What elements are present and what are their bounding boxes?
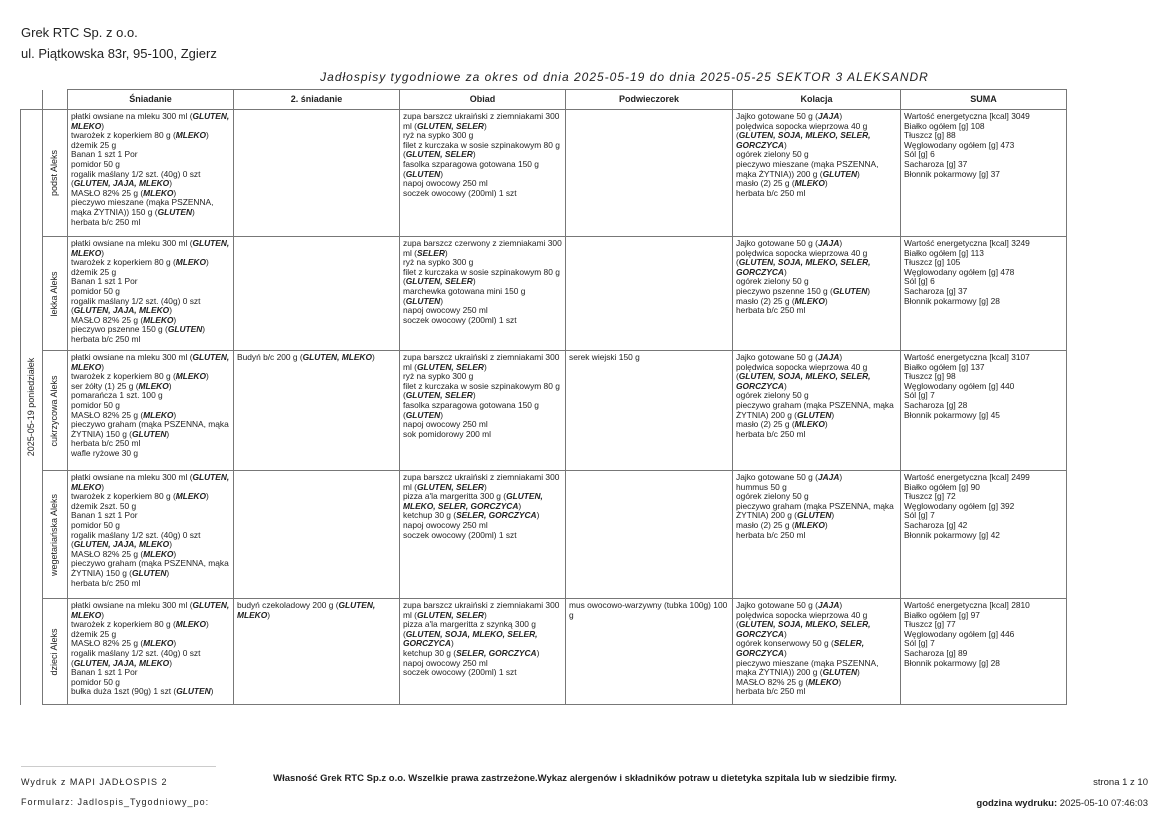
meal-item: napoj owocowy 250 ml: [403, 419, 488, 430]
nutrition-line: Sacharoza [g] 89: [904, 647, 968, 658]
meal-item: bułka duża 1szt (90g) 1 szt (GLUTEN): [71, 686, 214, 697]
print-time-block: [976, 793, 1148, 814]
meal-item: napoj owocowy 250 ml: [403, 519, 488, 530]
meal-item: soczek owocowy (200ml) 1 szt: [403, 314, 517, 325]
company-block: [21, 22, 217, 64]
meal-cell: [234, 599, 400, 705]
meal-item: pieczywo mieszane (mąka PSZENNA, mąka ŻYTNIA)) 200 g (GLUTEN): [736, 158, 879, 179]
nutrition-line: Sól [g] 7: [904, 638, 935, 649]
nutrition-line: Białko ogółem [g] 97: [904, 609, 980, 620]
form-name: Formularz: Jadlospis_Tygodniowy_po:: [21, 797, 210, 807]
meal-item: masło (2) 25 g (MLEKO): [736, 295, 828, 306]
day-cell: [21, 110, 43, 705]
nutrition-line: Tłuszcz [g] 88: [904, 130, 956, 141]
nutrition-line: Sól [g] 7: [904, 510, 935, 521]
meal-cell: [68, 599, 234, 705]
nutrition-line: Węglowodany ogółem [g] 446: [904, 628, 1015, 639]
column-header: SUMA: [901, 90, 1067, 110]
meal-item: Jajko gotowane 50 g (JAJA): [736, 238, 843, 248]
meal-item: soczek owocowy (200ml) 1 szt: [403, 187, 517, 198]
meal-cell: [234, 471, 400, 599]
nutrition-line: Węglowodany ogółem [g] 473: [904, 139, 1015, 150]
meal-item: Jajko gotowane 50 g (JAJA): [736, 472, 843, 482]
nutrition-line: Tłuszcz [g] 77: [904, 619, 956, 630]
footer-left: [21, 772, 209, 812]
meal-cell: [733, 599, 901, 705]
meal-item: herbata b/c 250 ml: [736, 529, 806, 540]
meal-cell: [566, 471, 733, 599]
nutrition-line: Tłuszcz [g] 72: [904, 491, 956, 502]
meal-item: pieczywo graham (mąka PSZENNA, mąka ŻYTNIA) 150 g (GLUTEN): [71, 419, 229, 439]
meal-item: mus owocowo-warzywny (tubka 100g) 100 g: [569, 600, 728, 620]
meal-item: Banan 1 szt 1 Por: [71, 276, 138, 287]
meal-cell: [400, 599, 566, 705]
nutrition-line: Węglowodany ogółem [g] 478: [904, 266, 1015, 277]
meal-item: Jajko gotowane 50 g (JAJA): [736, 600, 843, 610]
nutrition-line: Tłuszcz [g] 105: [904, 257, 961, 268]
meal-item: pomidor 50 g: [71, 399, 120, 410]
meal-item: twarożek z koperkiem 80 g (MLEKO): [71, 491, 209, 502]
meal-item: herbata b/c 250 ml: [71, 333, 141, 344]
company-name: Grek RTC Sp. z o.o.: [21, 25, 138, 40]
meal-item: fasolka szparagowa gotowana 150 g (GLUTEN): [403, 399, 539, 420]
diet-name: wegetariańska Aleks: [49, 493, 60, 576]
printout-source: Wydruk z MAPI JADŁOSPIS 2: [21, 777, 168, 787]
print-time: 2025-05-10 07:46:03: [1059, 798, 1148, 809]
meal-item: rogalik maślany 1/2 szt. (40g) 0 szt (GLUTEN, JAJA, MLEKO): [71, 168, 201, 189]
meal-item: budyń czekoladowy 200 g (GLUTEN, MLEKO): [237, 600, 376, 620]
meal-item: twarożek z koperkiem 80 g (MLEKO): [71, 619, 209, 630]
meal-item: Jajko gotowane 50 g (JAJA): [736, 352, 843, 362]
meal-cell: [566, 599, 733, 705]
meal-item: filet z kurczaka w sosie szpinakowym 80 g (GLUTEN, SELER): [403, 266, 560, 287]
meal-item: napoj owocowy 250 ml: [403, 178, 488, 189]
meal-item: polędwica sopocka wieprzowa 40 g (GLUTEN, SOJA, MLEKO, SELER, GORCZYCA): [736, 361, 871, 391]
meal-item: ogórek konserwowy 50 g (SELER, GORCZYCA): [736, 638, 865, 658]
diet-row: [21, 351, 1067, 471]
diet-row: [21, 471, 1067, 599]
meal-cell: [234, 237, 400, 351]
meal-item: MASŁO 82% 25 g (MLEKO): [736, 676, 842, 687]
meal-cell: [68, 471, 234, 599]
meal-item: marchewka gotowana mini 150 g (GLUTEN): [403, 285, 526, 306]
meal-item: ogórek zielony 50 g: [736, 390, 809, 401]
meal-cell: [901, 351, 1067, 471]
column-header: Śniadanie: [68, 90, 234, 110]
meal-item: MASŁO 82% 25 g (MLEKO): [71, 187, 177, 198]
meal-item: Budyń b/c 200 g (GLUTEN, MLEKO): [237, 352, 375, 362]
meal-item: rogalik maślany 1/2 szt. (40g) 0 szt (GLUTEN, JAJA, MLEKO): [71, 295, 201, 316]
meal-item: herbata b/c 250 ml: [71, 438, 141, 449]
diet-name: cukrzycowa Aleks: [49, 374, 60, 447]
nutrition-line: Węglowodany ogółem [g] 440: [904, 380, 1015, 391]
diet-name: podst Aleks: [49, 149, 60, 197]
meal-cell: [566, 110, 733, 237]
nutrition-line: Tłuszcz [g] 98: [904, 371, 956, 382]
meal-item: dżemik 25 g: [71, 628, 117, 639]
meal-item: płatki owsiane na mleku 300 ml (GLUTEN, MLEKO): [71, 111, 230, 131]
page-number: strona 1 z 10: [1093, 777, 1148, 788]
column-header: Podwieczorek: [566, 90, 733, 110]
diet-row: [21, 599, 1067, 705]
nutrition-line: Węglowodany ogółem [g] 392: [904, 500, 1015, 511]
meal-item: pizza a'la margeritta z szynką 300 g (GLUTEN, SOJA, MLEKO, SELER, GORCZYCA): [403, 619, 538, 649]
meal-item: pieczywo graham (mąka PSZENNA, mąka ŻYTNIA) 150 g (GLUTEN): [71, 558, 229, 578]
meal-item: hummus 50 g: [736, 481, 787, 492]
meal-item: masło (2) 25 g (MLEKO): [736, 419, 828, 430]
meal-item: MASŁO 82% 25 g (MLEKO): [71, 548, 177, 559]
day-label: 2025-05-19 poniedziałek: [25, 357, 36, 457]
meal-cell: [566, 351, 733, 471]
meal-item: pizza a'la margeritta 300 g (GLUTEN, MLEKO, SELER, GORCZYCA): [403, 491, 543, 511]
meal-cell: [901, 237, 1067, 351]
nutrition-line: Błonnik pokarmowy [g] 37: [904, 168, 1000, 179]
meal-item: ketchup 30 g (SELER, GORCZYCA): [403, 647, 540, 658]
meal-item: twarożek z koperkiem 80 g (MLEKO): [71, 371, 209, 382]
meal-item: płatki owsiane na mleku 300 ml (GLUTEN, MLEKO): [71, 600, 230, 620]
meal-item: płatki owsiane na mleku 300 ml (GLUTEN, MLEKO): [71, 352, 230, 372]
meal-cell: [733, 351, 901, 471]
meal-item: ketchup 30 g (SELER, GORCZYCA): [403, 510, 540, 521]
meal-cell: [68, 237, 234, 351]
meal-item: pieczywo mieszane (mąka PSZENNA, mąka ŻYTNIA)) 200 g (GLUTEN): [736, 657, 879, 678]
meal-item: wafle ryżowe 30 g: [71, 447, 139, 458]
meal-item: polędwica sopocka wieprzowa 40 g (GLUTEN, SOJA, MLEKO, SELER, GORCZYCA): [736, 120, 871, 150]
nutrition-line: Wartość energetyczna [kcal] 2810: [904, 600, 1030, 610]
meal-cell: [901, 599, 1067, 705]
header-blank: [21, 90, 43, 110]
meal-item: Jajko gotowane 50 g (JAJA): [736, 111, 843, 121]
meal-cell: [566, 237, 733, 351]
meal-item: Banan 1 szt 1 Por: [71, 149, 138, 160]
nutrition-line: Sacharoza [g] 37: [904, 158, 968, 169]
meal-item: napoj owocowy 250 ml: [403, 305, 488, 316]
meal-item: dżemik 25 g: [71, 139, 117, 150]
meal-item: soczek owocowy (200ml) 1 szt: [403, 667, 517, 678]
column-header: Obiad: [400, 90, 566, 110]
meal-item: dżemik 2szt. 50 g: [71, 500, 137, 511]
meal-item: ogórek zielony 50 g: [736, 491, 809, 502]
meal-cell: [68, 351, 234, 471]
meal-item: pomarańcza 1 szt. 100 g: [71, 390, 163, 401]
nutrition-line: Błonnik pokarmowy [g] 28: [904, 295, 1000, 306]
diet-name-cell: [43, 237, 68, 351]
meal-item: pomidor 50 g: [71, 158, 120, 169]
meal-item: zupa barszcz czerwony z ziemniakami 300 ml (SELER): [403, 238, 562, 258]
meal-item: pomidor 50 g: [71, 285, 120, 296]
meal-item: zupa barszcz ukraiński z ziemniakami 300 ml (GLUTEN, SELER): [403, 600, 560, 620]
meal-item: sok pomidorowy 200 ml: [403, 428, 491, 439]
meal-item: rogalik maślany 1/2 szt. (40g) 0 szt (GLUTEN, JAJA, MLEKO): [71, 647, 201, 668]
meal-item: rogalik maślany 1/2 szt. (40g) 0 szt (GLUTEN, JAJA, MLEKO): [71, 529, 201, 550]
meal-item: masło (2) 25 g (MLEKO): [736, 178, 828, 189]
nutrition-line: Błonnik pokarmowy [g] 42: [904, 529, 1000, 540]
meal-item: pieczywo pszenne 150 g (GLUTEN): [736, 285, 871, 296]
meal-item: ryż na sypko 300 g: [403, 130, 474, 141]
document-title: Jadłospisy tygodniowe za okres od dnia 2025-05-19 do dnia 2025-05-25 SEKTOR 3 ALEKSANDR: [320, 70, 929, 84]
meal-item: ogórek zielony 50 g: [736, 149, 809, 160]
meal-cell: [400, 237, 566, 351]
meal-item: masło (2) 25 g (MLEKO): [736, 519, 828, 530]
meal-item: zupa barszcz ukraiński z ziemniakami 300 ml (GLUTEN, SELER): [403, 352, 560, 372]
nutrition-line: Sacharoza [g] 28: [904, 399, 968, 410]
meal-item: herbata b/c 250 ml: [71, 577, 141, 588]
meal-item: pieczywo pszenne 150 g (GLUTEN): [71, 324, 206, 335]
nutrition-line: Wartość energetyczna [kcal] 3249: [904, 238, 1030, 248]
nutrition-line: Sól [g] 6: [904, 149, 935, 160]
meal-cell: [234, 110, 400, 237]
nutrition-line: Wartość energetyczna [kcal] 3107: [904, 352, 1030, 362]
meal-item: płatki owsiane na mleku 300 ml (GLUTEN, MLEKO): [71, 238, 230, 258]
diet-name-cell: [43, 351, 68, 471]
meal-item: ogórek zielony 50 g: [736, 276, 809, 287]
meal-item: MASŁO 82% 25 g (MLEKO): [71, 409, 177, 420]
meal-item: Banan 1 szt 1 Por: [71, 667, 138, 678]
nutrition-line: Białko ogółem [g] 90: [904, 481, 980, 492]
meal-item: pieczywo graham (mąka PSZENNA, mąka ŻYTNIA) 200 g (GLUTEN): [736, 500, 894, 521]
diet-name-cell: [43, 599, 68, 705]
meal-item: Banan 1 szt 1 Por: [71, 510, 138, 521]
meal-item: płatki owsiane na mleku 300 ml (GLUTEN, MLEKO): [71, 472, 230, 492]
meal-item: herbata b/c 250 ml: [71, 216, 141, 227]
meal-item: ryż na sypko 300 g: [403, 257, 474, 268]
meal-item: zupa barszcz ukraiński z ziemniakami 300 ml (GLUTEN, SELER): [403, 472, 560, 492]
nutrition-line: Białko ogółem [g] 137: [904, 361, 985, 372]
meal-item: soczek owocowy (200ml) 1 szt: [403, 529, 517, 540]
meal-item: pomidor 50 g: [71, 519, 120, 530]
meal-cell: [400, 471, 566, 599]
meal-item: herbata b/c 250 ml: [736, 187, 806, 198]
meal-item: serek wiejski 150 g: [569, 352, 640, 362]
header-row: [21, 90, 1067, 110]
meal-item: MASŁO 82% 25 g (MLEKO): [71, 314, 177, 325]
nutrition-line: Błonnik pokarmowy [g] 45: [904, 409, 1000, 420]
diet-row: [21, 110, 1067, 237]
meal-cell: [68, 110, 234, 237]
meal-item: zupa barszcz ukraiński z ziemniakami 300 ml (GLUTEN, SELER): [403, 111, 560, 131]
nutrition-line: Sacharoza [g] 42: [904, 519, 968, 530]
nutrition-line: Sacharoza [g] 37: [904, 285, 968, 296]
meal-item: napoj owocowy 250 ml: [403, 657, 488, 668]
meal-item: pomidor 50 g: [71, 676, 120, 687]
meal-cell: [733, 471, 901, 599]
meal-item: pieczywo mieszane (mąka PSZENNA, mąka ŻYTNIA)) 150 g (GLUTEN): [71, 197, 214, 217]
print-time-label: godzina wydruku:: [976, 798, 1058, 809]
diet-name-cell: [43, 110, 68, 237]
nutrition-line: Błonnik pokarmowy [g] 28: [904, 657, 1000, 668]
meal-item: fasolka szparagowa gotowana 150 g (GLUTEN): [403, 158, 539, 179]
nutrition-line: Sól [g] 6: [904, 276, 935, 287]
header-blank: [43, 90, 68, 110]
meal-cell: [733, 110, 901, 237]
meal-item: polędwica sopocka wieprzowa 40 g (GLUTEN, SOJA, MLEKO, SELER, GORCZYCA): [736, 247, 871, 277]
meal-item: twarożek z koperkiem 80 g (MLEKO): [71, 130, 209, 141]
column-header: Kolacja: [733, 90, 901, 110]
meal-cell: [901, 110, 1067, 237]
company-address: ul. Piątkowska 83r, 95-100, Zgierz: [21, 46, 217, 61]
meal-item: herbata b/c 250 ml: [736, 686, 806, 697]
meal-item: herbata b/c 250 ml: [736, 428, 806, 439]
meal-cell: [400, 351, 566, 471]
meal-item: polędwica sopocka wieprzowa 40 g (GLUTEN, SOJA, MLEKO, SELER, GORCZYCA): [736, 609, 871, 639]
footer-right: [976, 772, 1148, 814]
column-header: 2. śniadanie: [234, 90, 400, 110]
meal-cell: [400, 110, 566, 237]
meal-item: twarożek z koperkiem 80 g (MLEKO): [71, 257, 209, 268]
diet-name: lekka Aleks: [49, 270, 60, 317]
meal-item: herbata b/c 250 ml: [736, 305, 806, 316]
meal-item: pieczywo graham (mąka PSZENNA, mąka ŻYTNIA) 200 g (GLUTEN): [736, 399, 894, 420]
diet-name: dzieci Aleks: [49, 627, 60, 676]
meal-item: filet z kurczaka w sosie szpinakowym 80 g (GLUTEN, SELER): [403, 139, 560, 160]
nutrition-line: Białko ogółem [g] 108: [904, 120, 985, 131]
footer-divider: [21, 766, 216, 767]
diet-name-cell: [43, 471, 68, 599]
meal-item: dżemik 25 g: [71, 266, 117, 277]
diet-row: [21, 237, 1067, 351]
meal-item: filet z kurczaka w sosie szpinakowym 80 g (GLUTEN, SELER): [403, 380, 560, 401]
meal-cell: [901, 471, 1067, 599]
meal-cell: [234, 351, 400, 471]
nutrition-line: Wartość energetyczna [kcal] 2499: [904, 472, 1030, 482]
meal-cell: [733, 237, 901, 351]
footer-notice: Własność Grek RTC Sp.z o.o. Wszelkie prawa zastrzeżone.Wykaz alergenów i składników potraw u dietetyka szpitala lub w siedzibie firmy.: [273, 773, 897, 784]
meal-item: ryż na sypko 300 g: [403, 371, 474, 382]
nutrition-line: Sól [g] 7: [904, 390, 935, 401]
nutrition-line: Białko ogółem [g] 113: [904, 247, 984, 258]
nutrition-line: Wartość energetyczna [kcal] 3049: [904, 111, 1030, 121]
meal-item: MASŁO 82% 25 g (MLEKO): [71, 638, 177, 649]
menu-table: [20, 89, 1067, 705]
meal-item: ser żółty (1) 25 g (MLEKO): [71, 380, 172, 391]
